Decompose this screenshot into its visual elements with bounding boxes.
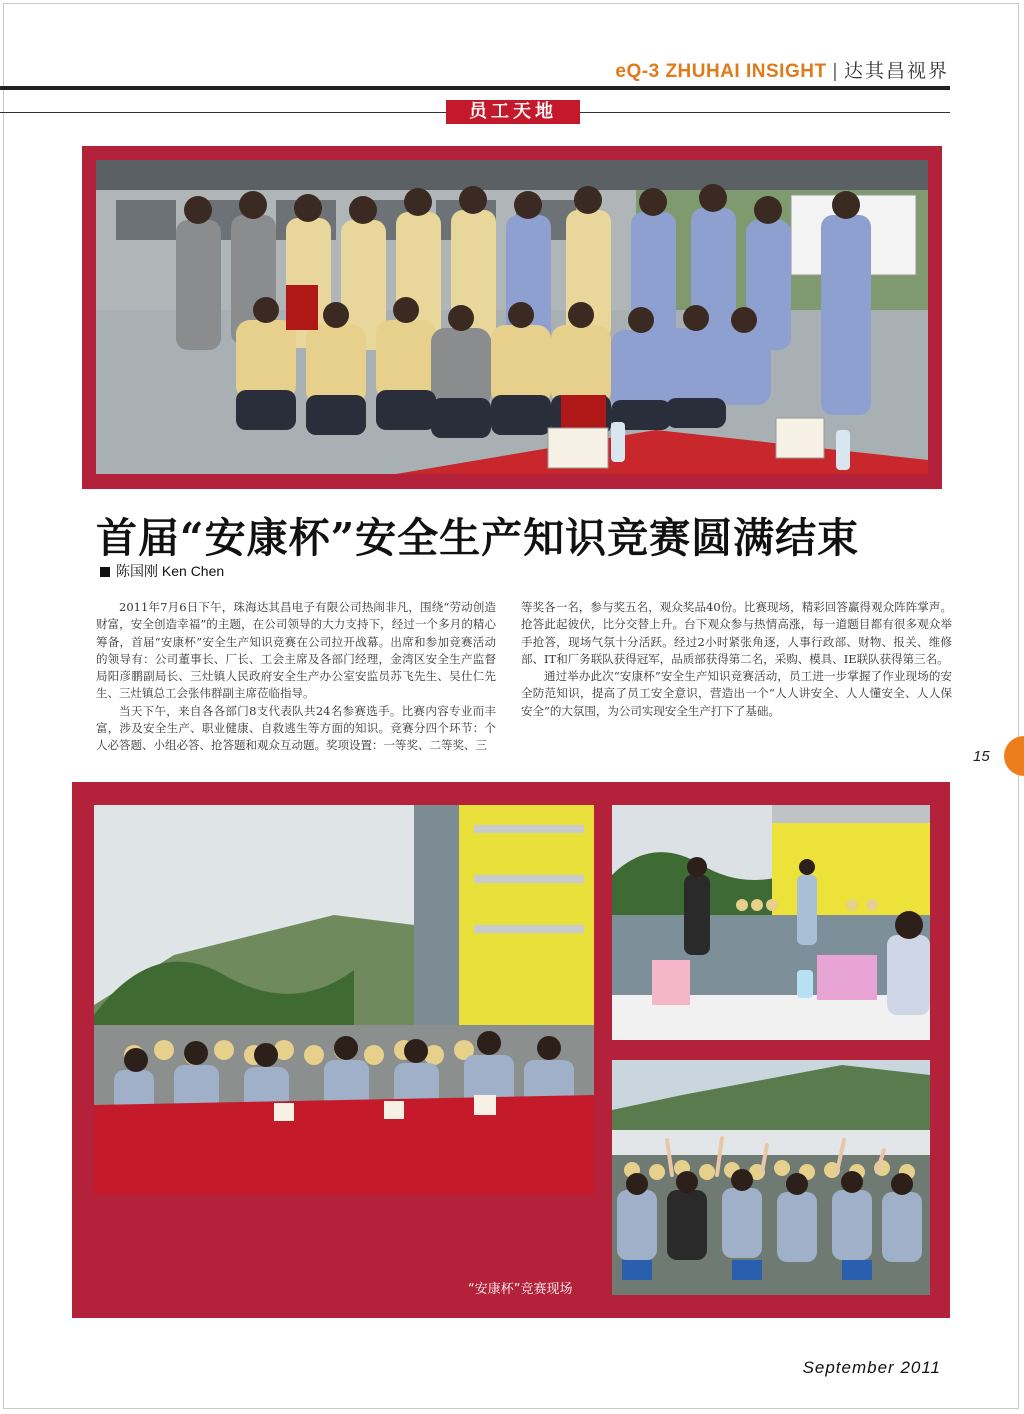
bottom-photo-panel xyxy=(72,782,950,1318)
byline-square-icon xyxy=(100,567,110,577)
photo-caption: “安康杯”竞赛现场 xyxy=(468,1282,573,1297)
section-tag: 员工天地 xyxy=(446,100,580,124)
article-byline xyxy=(100,561,224,581)
raised-hands-photo xyxy=(612,1060,930,1295)
group-photo-illustration xyxy=(96,160,928,474)
byline-text: 陈国刚 Ken Chen xyxy=(116,563,225,579)
article-paragraph: 等奖各一名，参与奖五名，观众奖品40份。比赛现场，精彩回答赢得观众阵阵掌声。抢答此起彼伏，比分交替上升。台下观众参与热情高涨，每一道题目都有很多观众举手抢答，现场气氛十分活跃。经过2小时紧张角逐，人事行政部、财物、报关、维修部、IT和厂务联队获得冠军，品质部获得第二名，采购、模具、IE联队获得第三名。 xyxy=(521,600,952,666)
article-title: 首届“安康杯”安全生产知识竞赛圆满结束 xyxy=(96,514,860,562)
issue-date: September 2011 xyxy=(802,1358,941,1377)
audience-photo-illustration xyxy=(94,805,594,1195)
audience-photo xyxy=(94,805,594,1195)
host-photo xyxy=(612,805,930,1040)
article-paragraph: 2011年7月6日下午，珠海达其昌电子有限公司热闹非凡，围绕“劳动创造财富，安全创造幸福”的主题，在公司领导的大力支持下，经过一个多月的精心筹备，首届“安康杯”安全生产知识竞赛在公司拉开战幕。出席和参加竞赛活动的领导有：公司董事长、厂长、工会主席及各部门经理，金湾区安全生产监督局阳彦鹏副局长、三灶镇人民政府安全生产办公室安监员苏飞先生、吴仕仁先生、三灶镇总工会张伟群副主席莅临指导。 xyxy=(96,600,496,701)
group-photo xyxy=(96,160,928,474)
host-photo-illustration xyxy=(612,805,930,1040)
brand-separator: | xyxy=(832,61,838,82)
article-paragraph: 当天下午，来自各各部门8支代表队共24名参赛选手。比赛内容专业而丰富，涉及安全生产、职业健康、自救逃生等方面的知识。竞赛分四个环节：个人必答题、小组必答、抢答题和观众互动题。奖项设置：一等奖、二等奖、三 xyxy=(96,703,496,753)
brand-english: eQ-3 ZHUHAI INSIGHT xyxy=(615,61,827,82)
brand-chinese: 达其昌视界 xyxy=(843,60,949,82)
page-number: 15 xyxy=(973,748,990,765)
article-paragraph: 通过举办此次“安康杯”安全生产知识竞赛活动，员工进一步掌握了作业现场的安全防范知识，提高了员工安全意识，营造出一个“人人讲安全、人人懂安全、人人保安全”的大氛围，为公司实现安全生产打下了基础。 xyxy=(521,669,952,718)
header-rule-thick xyxy=(0,86,950,90)
magazine-brand xyxy=(615,56,949,83)
raised-hands-illustration xyxy=(612,1060,930,1295)
article-column-left xyxy=(96,599,496,755)
article-column-right xyxy=(521,599,952,720)
top-photo-panel xyxy=(82,146,942,489)
